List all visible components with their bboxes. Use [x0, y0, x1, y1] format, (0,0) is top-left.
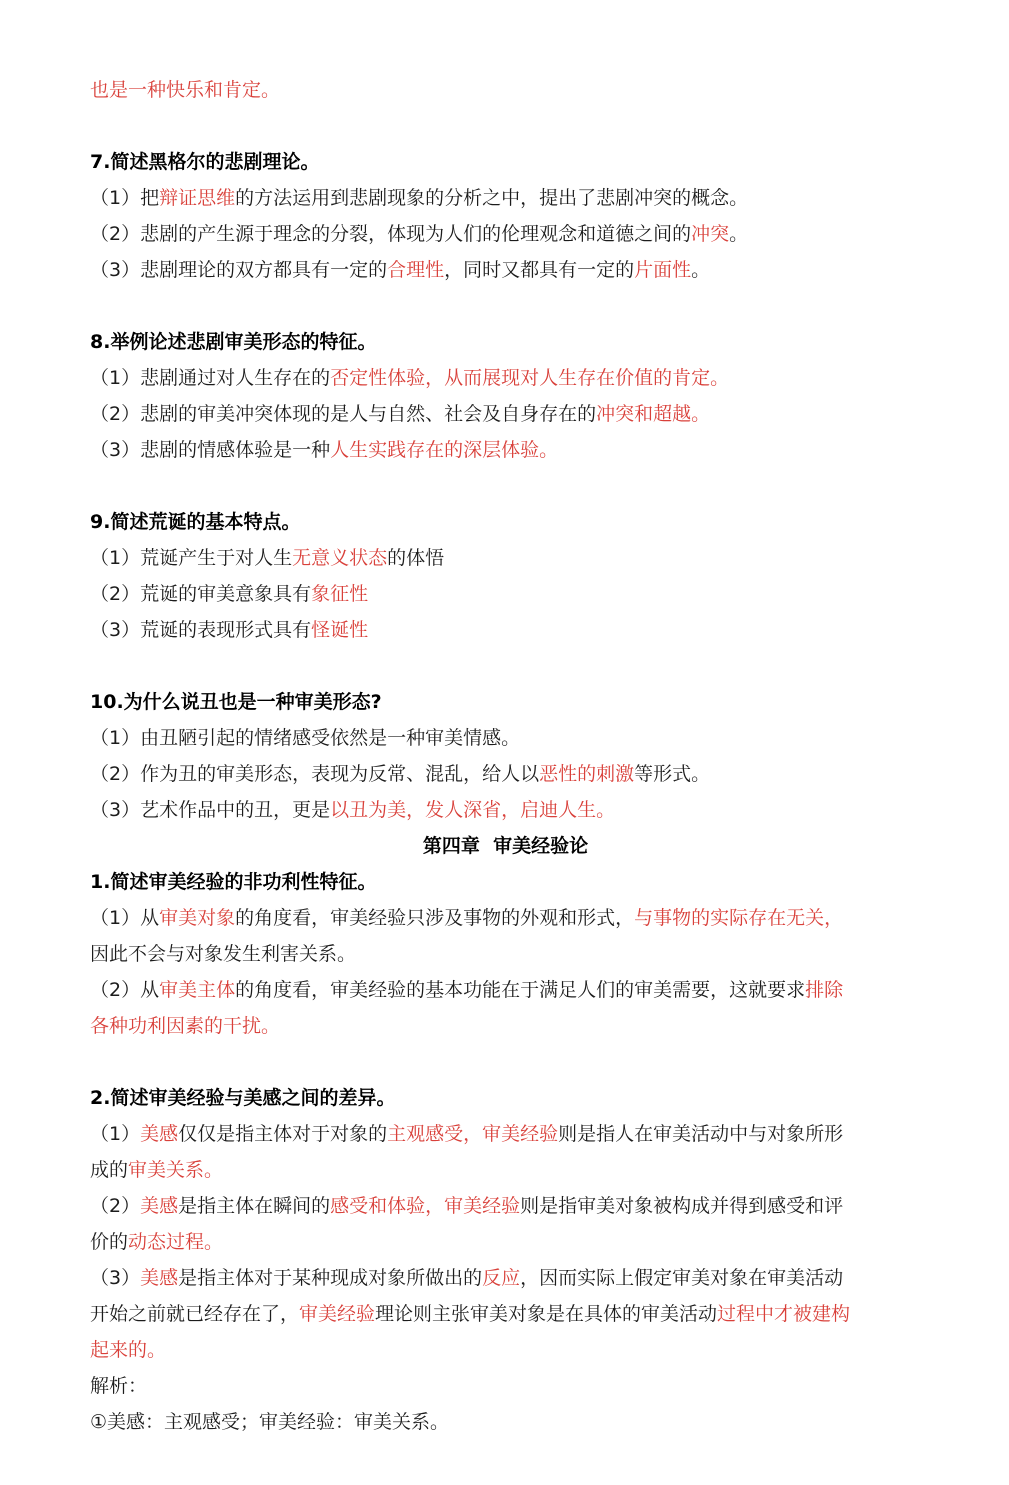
highlighted-answer: 象征性 — [311, 583, 369, 605]
line-text: （2）从 — [90, 979, 160, 1001]
line-text: （3）荒诞的表现形式具有 — [90, 619, 312, 641]
highlighted-answer: 动态过程。 — [128, 1231, 224, 1253]
text-line — [90, 720, 921, 756]
line-text: （3）悲剧的情感体验是一种 — [90, 439, 331, 461]
highlighted-answer: 与事物的实际存在无关， — [634, 907, 844, 929]
question-heading — [90, 1080, 921, 1116]
highlighted-answer: 主观感受，审美经验 — [387, 1123, 559, 1145]
text-line — [90, 936, 921, 972]
line-text: ，同时又都具有一定的 — [444, 259, 635, 281]
text-line — [90, 72, 921, 108]
text-line — [90, 180, 921, 216]
line-text: 理论则主张审美对象是在具体的审美活动 — [375, 1303, 718, 1325]
highlighted-answer: 各种功利因素的干扰。 — [90, 1015, 281, 1037]
line-text: （2） — [90, 1195, 141, 1217]
line-text: 因此不会与对象发生利害关系。 — [90, 943, 357, 965]
highlighted-answer: 片面性 — [634, 259, 692, 281]
line-text: （3） — [90, 1267, 141, 1289]
line-text: 7.简述黑格尔的悲剧理论。 — [90, 151, 320, 173]
text-line — [90, 1008, 921, 1044]
line-text: （2）作为丑的审美形态，表现为反常、混乱，给人以 — [90, 763, 540, 785]
line-text: （3）悲剧理论的双方都具有一定的 — [90, 259, 388, 281]
highlighted-answer: 合理性 — [387, 259, 445, 281]
highlighted-answer: 审美对象 — [159, 907, 236, 929]
line-text: （1）由丑陋引起的情绪感受依然是一种审美情感。 — [90, 727, 521, 749]
line-text: 2.简述审美经验与美感之间的差异。 — [90, 1087, 396, 1109]
highlighted-answer: 也是一种快乐和肯定。 — [90, 79, 281, 101]
highlighted-answer: 否定性体验，从而展现对人生存在价值的肯定。 — [330, 367, 730, 389]
text-line — [90, 1260, 921, 1296]
line-text: 则是指人在审美活动中与对象所形 — [558, 1123, 844, 1145]
line-text: （1）把 — [90, 187, 160, 209]
line-text: （2）悲剧的产生源于理念的分裂，体现为人们的伦理观念和道德之间的 — [90, 223, 692, 245]
line-text: （2）悲剧的审美冲突体现的是人与自然、社会及自身存在的 — [90, 403, 597, 425]
line-text: 的角度看，审美经验只涉及事物的外观和形式， — [235, 907, 635, 929]
highlighted-answer: 起来的。 — [90, 1339, 167, 1361]
line-text: （1）荒诞产生于对人生 — [90, 547, 293, 569]
line-text: ，因而实际上假定审美对象在审美活动 — [520, 1267, 844, 1289]
highlighted-answer: 美感 — [140, 1267, 179, 1289]
line-text: 10.为什么说丑也是一种审美形态? — [90, 691, 382, 713]
highlighted-answer: 无意义状态 — [292, 547, 388, 569]
line-text: （1）悲剧通过对人生存在的 — [90, 367, 331, 389]
highlighted-answer: 怪诞性 — [311, 619, 369, 641]
line-text: （2）荒诞的审美意象具有 — [90, 583, 312, 605]
line-text: 的体悟 — [387, 547, 445, 569]
text-line — [90, 1368, 921, 1404]
question-heading — [90, 504, 921, 540]
text-line — [90, 612, 921, 648]
text-line — [90, 1152, 921, 1188]
line-text: 1.简述审美经验的非功利性特征。 — [90, 871, 377, 893]
text-line — [90, 972, 921, 1008]
line-text: （1） — [90, 1123, 141, 1145]
highlighted-answer: 美感 — [140, 1195, 179, 1217]
line-text: 成的 — [90, 1159, 129, 1181]
highlighted-answer: 排除 — [805, 979, 844, 1001]
text-line — [90, 252, 921, 288]
highlighted-answer: 审美关系。 — [128, 1159, 224, 1181]
text-line — [90, 432, 921, 468]
line-text: 的角度看，审美经验的基本功能在于满足人们的审美需要，这就要求 — [235, 979, 806, 1001]
highlighted-answer: 反应 — [482, 1267, 521, 1289]
line-text: （1）从 — [90, 907, 160, 929]
highlighted-answer: 感受和体验，审美经验 — [330, 1195, 521, 1217]
text-line — [90, 360, 921, 396]
text-line — [90, 576, 921, 612]
line-text: 9.简述荒诞的基本特点。 — [90, 511, 301, 533]
highlighted-answer: 美感 — [140, 1123, 179, 1145]
highlighted-answer: 冲突和超越。 — [596, 403, 711, 425]
highlighted-answer: 以丑为美，发人深省，启迪人生。 — [330, 799, 616, 821]
highlighted-answer: 审美主体 — [159, 979, 236, 1001]
line-text: 第四章 审美经验论 — [422, 835, 589, 857]
line-text: 等形式。 — [634, 763, 711, 785]
highlighted-answer: 过程中才被建构 — [717, 1303, 851, 1325]
line-text: ①美感：主观感受；审美经验：审美关系。 — [90, 1411, 450, 1433]
line-text: 开始之前就已经存在了， — [90, 1303, 300, 1325]
highlighted-answer: 审美经验 — [299, 1303, 376, 1325]
line-text: 仅仅是指主体对于对象的 — [178, 1123, 388, 1145]
line-text: 则是指审美对象被构成并得到感受和评 — [520, 1195, 844, 1217]
highlighted-answer: 辩证思维 — [159, 187, 236, 209]
question-heading — [90, 864, 921, 900]
text-line — [90, 1188, 921, 1224]
text-line — [90, 396, 921, 432]
question-heading — [90, 324, 921, 360]
text-line — [90, 1332, 921, 1368]
line-text: （3）艺术作品中的丑，更是 — [90, 799, 331, 821]
line-text: 是指主体在瞬间的 — [178, 1195, 331, 1217]
text-line — [90, 1404, 921, 1440]
chapter-title — [90, 828, 921, 864]
line-text: 8.举例论述悲剧审美形态的特征。 — [90, 331, 377, 353]
line-text: 解析： — [90, 1375, 148, 1397]
text-line — [90, 1224, 921, 1260]
text-line — [90, 540, 921, 576]
text-line — [90, 900, 921, 936]
text-line — [90, 1296, 921, 1332]
line-text: 的方法运用到悲剧现象的分析之中，提出了悲剧冲突的概念。 — [235, 187, 749, 209]
highlighted-answer: 冲突 — [691, 223, 730, 245]
line-text: 是指主体对于某种现成对象所做出的 — [178, 1267, 483, 1289]
text-line — [90, 1116, 921, 1152]
text-line — [90, 756, 921, 792]
question-heading — [90, 144, 921, 180]
text-line — [90, 216, 921, 252]
line-text: 价的 — [90, 1231, 129, 1253]
text-line — [90, 792, 921, 828]
question-heading — [90, 684, 921, 720]
line-text: 。 — [729, 223, 749, 245]
highlighted-answer: 恶性的刺激 — [539, 763, 635, 785]
highlighted-answer: 人生实践存在的深层体验。 — [330, 439, 559, 461]
line-text: 。 — [691, 259, 711, 281]
